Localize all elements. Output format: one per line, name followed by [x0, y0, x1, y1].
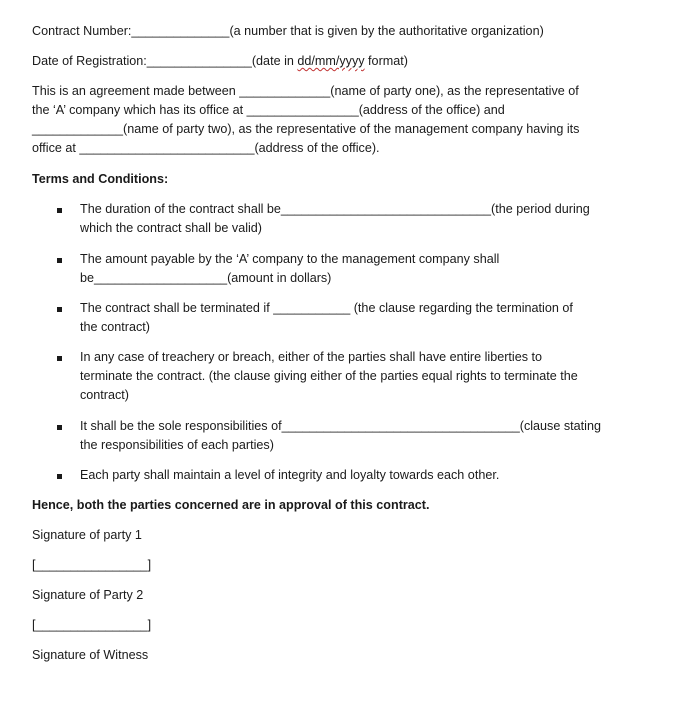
term-line: terminate the contract. (the clause giving either of the parties equal rights to terminate the: [80, 369, 578, 383]
term-line: The duration of the contract shall be______________________________(the period during: [80, 202, 590, 216]
bullet-marker: [57, 356, 62, 361]
contract-number-line: Contract Number:______________(a number that is given by the authoritative organization): [32, 24, 544, 38]
bullet-marker: [57, 474, 62, 479]
agreement-line-1: This is an agreement made between _____________(name of party one), as the representative of: [32, 84, 579, 98]
term-duration: [80, 202, 590, 240]
term-line: The contract shall be terminated if ___________ (the clause regarding the termination of: [80, 301, 573, 315]
agreement-line-3: _____________(name of party two), as the representative of the management company having its: [32, 122, 580, 136]
signature-party1-label: Signature of party 1: [32, 528, 142, 542]
bullet-marker: [57, 307, 62, 312]
bullet-marker: [57, 258, 62, 263]
term-line: the contract): [80, 320, 150, 334]
term-line: be___________________(amount in dollars): [80, 271, 332, 285]
registration-date-suffix: format): [364, 54, 408, 68]
signature-party2-blank: [________________]: [32, 618, 152, 632]
date-format: dd/mm/yyyy: [297, 54, 365, 68]
signature-party1-blank: [________________]: [32, 558, 152, 572]
approval-statement: Hence, both the parties concerned are in approval of this contract.: [32, 498, 430, 512]
registration-date-line: [32, 54, 408, 68]
agreement-line-4: office at _________________________(address of the office).: [32, 141, 380, 155]
term-amount: [80, 252, 499, 290]
term-line: which the contract shall be valid): [80, 221, 263, 235]
registration-date-prefix: Date of Registration:_______________(date in: [32, 54, 298, 68]
term-line: The amount payable by the ‘A’ company to the management company shall: [80, 252, 500, 266]
terms-heading: Terms and Conditions:: [32, 172, 169, 186]
term-responsibilities: [80, 419, 601, 457]
term-breach: [80, 350, 578, 407]
term-integrity: [80, 468, 499, 487]
term-line: the responsibilities of each parties): [80, 438, 274, 452]
term-line: In any case of treachery or breach, either of the parties shall have entire liberties to: [80, 350, 543, 364]
term-line: contract): [80, 388, 129, 402]
bullet-marker: [57, 425, 62, 430]
bullet-marker: [57, 208, 62, 213]
signature-witness-label: Signature of Witness: [32, 648, 149, 662]
term-line: It shall be the sole responsibilities of__________________________________(clause stating: [80, 419, 601, 433]
term-termination: [80, 301, 573, 339]
signature-party2-label: Signature of Party 2: [32, 588, 144, 602]
term-line: Each party shall maintain a level of integrity and loyalty towards each other.: [80, 468, 500, 482]
agreement-line-2: the ‘A’ company which has its office at ________________(address of the office) and: [32, 103, 505, 117]
